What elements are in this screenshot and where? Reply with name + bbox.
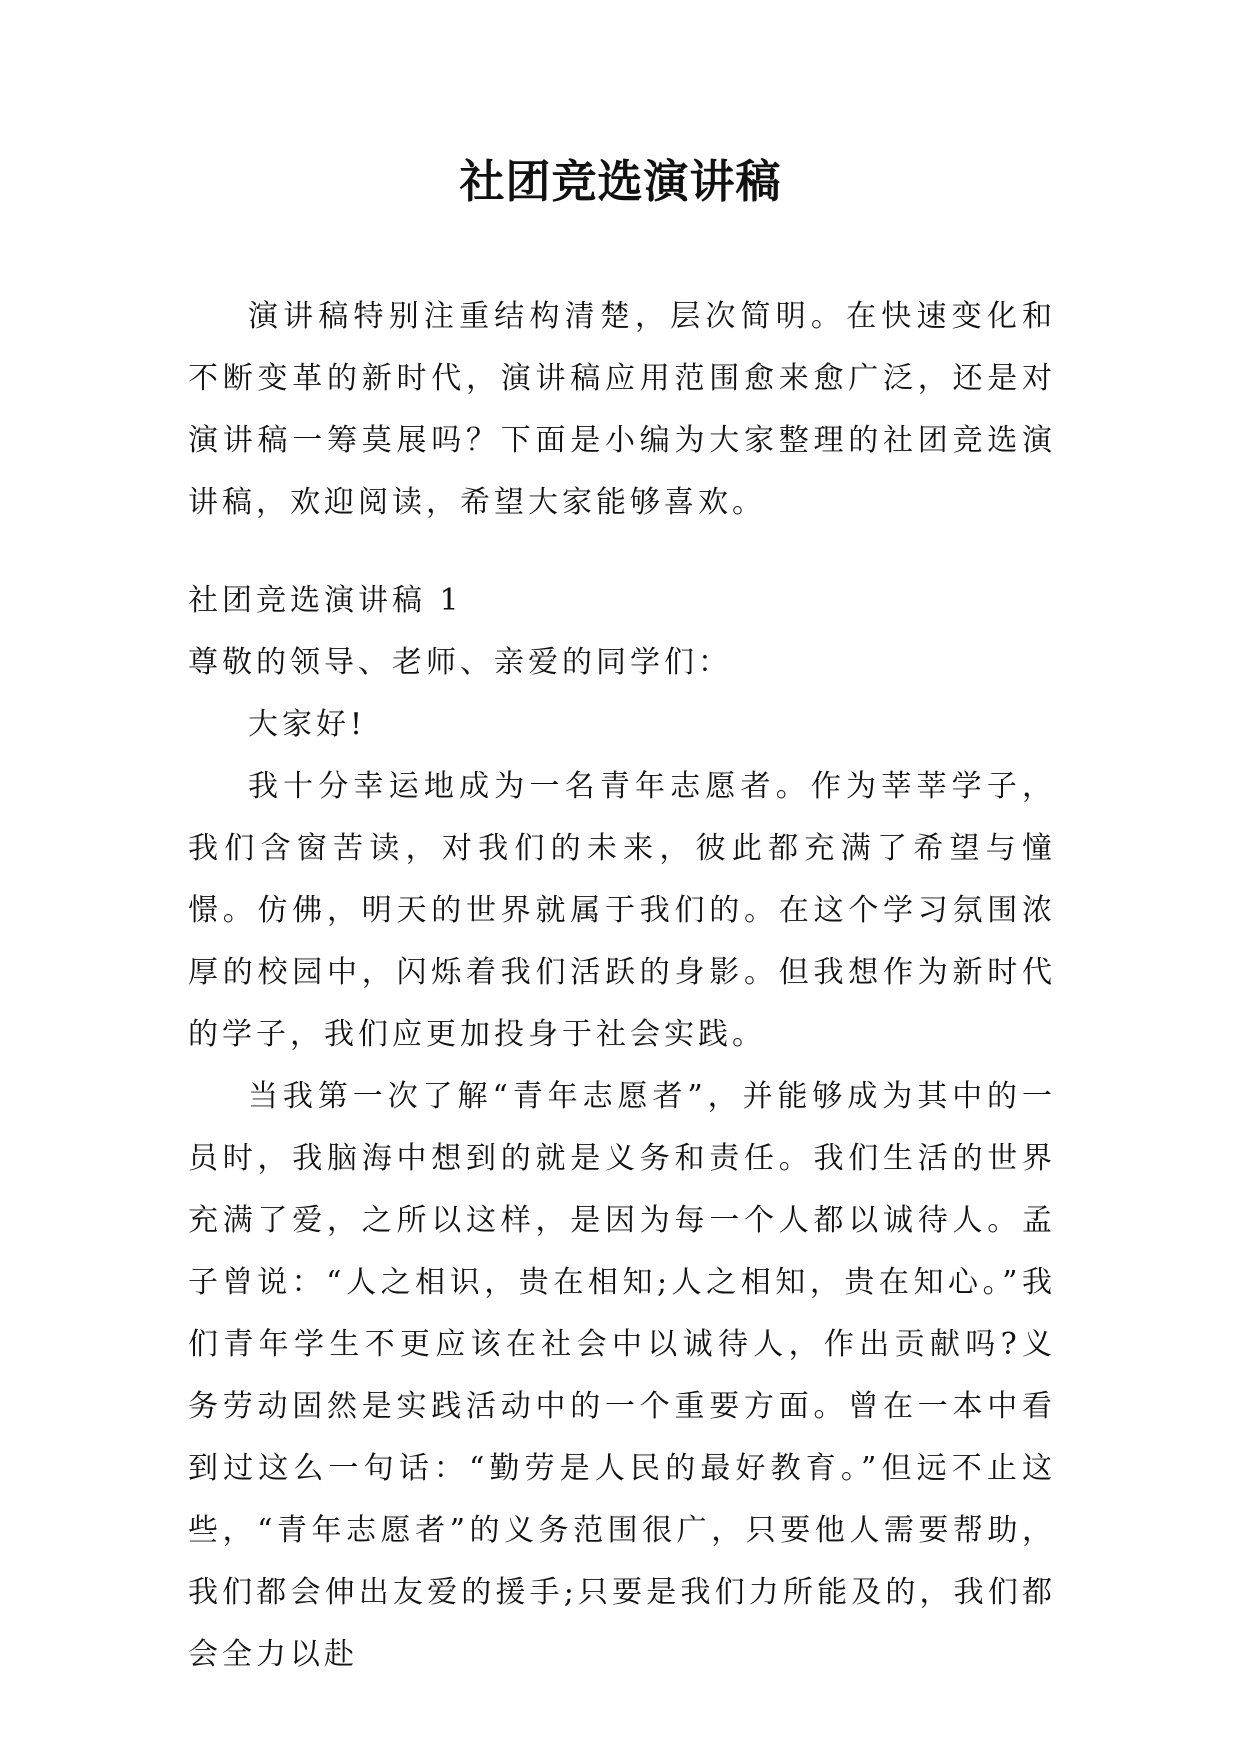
intro-block [188,286,1056,534]
section-heading: 社团竞选演讲稿 1 [188,583,463,618]
document-title: 社团竞选演讲稿 [459,155,782,208]
intro-paragraph: 演讲稿特别注重结构清楚，层次简明。在快速变化和不断变革的新时代，演讲稿应用范围愈来愈广泛，还是对演讲稿一筹莫展吗？下面是小编为大家整理的社团竞选演讲稿，欢迎阅读，希望大家能够喜欢。 [188,299,1056,520]
speech-section [188,570,1056,1686]
body-paragraph: 我十分幸运地成为一名青年志愿者。作为莘莘学子，我们含窗苦读，对我们的未来，彼此都充满了希望与憧憬。仿佛，明天的世界就属于我们的。在这个学习氛围浓厚的校园中，闪烁着我们活跃的身影。但我想作为新时代的学子，我们应更加投身于社会实践。 [188,769,1056,1052]
salutation: 尊敬的领导、老师、亲爱的同学们： [188,645,732,680]
greeting: 大家好! [248,707,367,742]
body-paragraph: 当我第一次了解“青年志愿者”，并能够成为其中的一员时，我脑海中想到的就是义务和责任。我们生活的世界充满了爱，之所以这样，是因为每一个人都以诚待人。孟子曾说：“人之相识，贵在相知;人之相知，贵在知心。”我们青年学生不更应该在社会中以诚待人，作出贡献吗?义务劳动固然是实践活动中的一个重要方面。曾在一本中看到过这么一句话：“勤劳是人民的最好教育。”但远不止这些，“青年志愿者”的义务范围很广，只要他人需要帮助，我们都会伸出友爱的援手;只要是我们力所能及的，我们都会全力以赴 [188,1079,1056,1672]
